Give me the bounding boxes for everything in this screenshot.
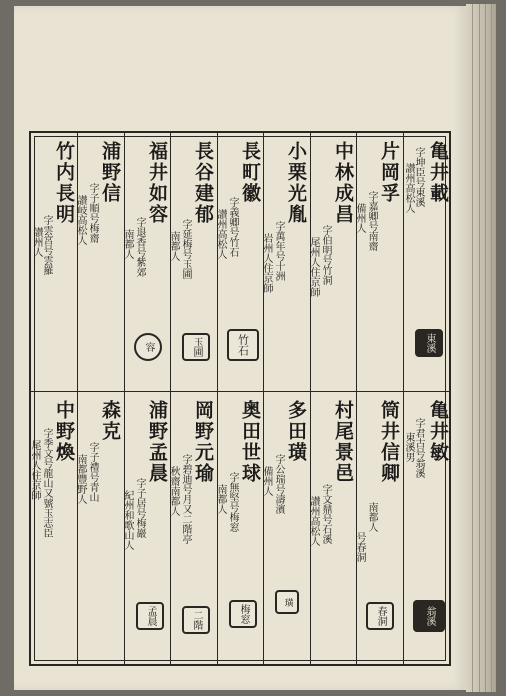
person-note: 字季文号龍山又號玉志臣 <box>41 428 52 538</box>
person-note: 讃州人 <box>31 227 42 257</box>
person-note: 南都人 <box>366 502 377 532</box>
person-note: 備州人 <box>261 466 272 496</box>
lower-entry <box>356 392 402 664</box>
person-note: 南都人 <box>122 229 133 259</box>
person-name: 亀井載 <box>427 141 449 204</box>
person-note: 字文鼎号石溪 <box>320 484 331 544</box>
seal-stamp: 翁溪 <box>413 600 445 632</box>
person-note: 南都人 <box>168 231 179 261</box>
seal-stamp: 孟晨 <box>136 602 164 630</box>
seal-stamp: 容 <box>134 333 162 361</box>
person-note: 字嘉卿号南齋 <box>366 191 377 251</box>
seal-stamp: 玉圃 <box>182 333 210 361</box>
page-edge <box>466 4 496 692</box>
lower-entry <box>77 392 123 664</box>
name-table-frame <box>29 131 451 666</box>
person-name: 多田璜 <box>285 400 307 463</box>
person-name: 森克 <box>99 400 121 442</box>
person-note: 南都人 <box>215 484 226 514</box>
seal-stamp: 璜 <box>275 590 299 614</box>
person-note: 字延梅号玉圃 <box>180 219 191 279</box>
upper-entry <box>263 133 309 391</box>
person-note: 字伯明号竹洞 <box>320 225 331 285</box>
seal-stamp: 東溪 <box>415 329 443 357</box>
person-note: 字坤臣号東溪 <box>413 147 424 207</box>
person-note: 讃州高松人 <box>308 496 319 546</box>
upper-entry <box>170 133 216 391</box>
person-note: 秋齋南都人 <box>168 466 179 516</box>
person-note: 東溪男 <box>403 432 414 462</box>
lower-entry <box>124 392 170 664</box>
person-name: 浦野孟晨 <box>146 400 168 484</box>
person-note: 字義卿号竹石 <box>227 197 238 257</box>
person-note: 字萬年号十洲 <box>273 221 284 281</box>
person-name: 浦野信 <box>99 141 121 204</box>
person-note: 讃岐高松人 <box>75 195 86 245</box>
person-name: 長町徽 <box>239 141 261 204</box>
person-note: 字子居号梅巖 <box>134 478 145 538</box>
person-note: 讃州高松人 <box>215 209 226 259</box>
person-name: 岡野元瑜 <box>192 400 214 484</box>
upper-entry <box>217 133 263 391</box>
person-note: 字子禮号青山 <box>87 442 98 502</box>
person-name: 福井如容 <box>146 141 168 225</box>
lower-entry <box>310 392 356 664</box>
person-note: 字退香号紫郊 <box>134 217 145 277</box>
person-name: 片岡孚 <box>378 141 400 204</box>
person-note: 字君古号翁溪 <box>413 418 424 478</box>
person-note: 字碧迪号月又二階亭 <box>180 454 191 544</box>
person-name: 中野煥 <box>53 400 75 463</box>
person-name: 中林成昌 <box>332 141 354 225</box>
person-note: 南都豐野人 <box>75 454 86 504</box>
person-name: 筒井信卿 <box>378 400 400 484</box>
person-note: 号春洞 <box>354 532 365 562</box>
person-note: 岩州人住京師 <box>261 233 272 293</box>
upper-entry <box>356 133 402 391</box>
person-note: 紀州和歌山人 <box>122 490 133 550</box>
lower-entry <box>263 392 309 664</box>
upper-entry <box>310 133 356 391</box>
person-note: 字子順号梅齋 <box>87 183 98 243</box>
upper-entry <box>124 133 170 391</box>
lower-entry <box>217 392 263 664</box>
person-note: 尾州人住京師 <box>308 237 319 297</box>
seal-stamp: 竹石 <box>227 329 259 361</box>
seal-stamp: 二階 <box>182 606 210 634</box>
person-name: 竹内長明 <box>53 141 75 225</box>
person-name: 長谷建郁 <box>192 141 214 225</box>
person-note: 字無堅号梅窓 <box>227 472 238 532</box>
person-note: 字雲宮号雲羅 <box>41 215 52 275</box>
lower-entry <box>403 392 449 664</box>
upper-entry <box>403 133 449 391</box>
lower-entry <box>31 392 77 664</box>
person-note: 讃州高松人 <box>403 163 414 213</box>
person-note: 字公瑞号濤濱 <box>273 454 284 514</box>
seal-stamp: 梅窓 <box>229 600 257 628</box>
person-note: 備州人 <box>354 203 365 233</box>
seal-stamp: 春洞 <box>366 602 394 630</box>
person-name: 亀井敏 <box>427 400 449 463</box>
person-note: 尾州人住京師 <box>29 440 40 500</box>
person-name: 奥田世球 <box>239 400 261 484</box>
lower-entry <box>170 392 216 664</box>
paper-page <box>14 6 466 690</box>
upper-entry <box>77 133 123 391</box>
upper-entry <box>31 133 77 391</box>
person-name: 小栗光胤 <box>285 141 307 225</box>
person-name: 村尾景邑 <box>332 400 354 484</box>
